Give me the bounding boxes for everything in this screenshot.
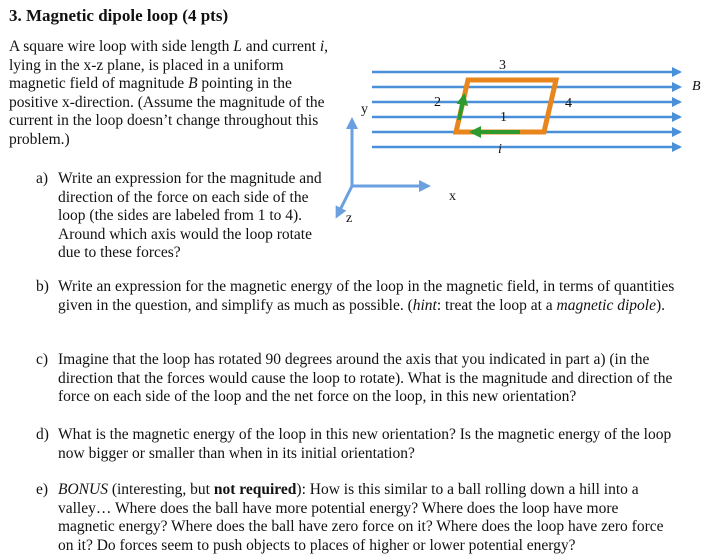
length-symbol: L <box>233 38 242 55</box>
question-a <box>36 170 326 263</box>
axis-label-z: z <box>346 211 353 226</box>
question-b-text: Write an expression for the magnetic energy of the loop in the magnetic field, in terms of quantities given in the question, and simplify as much as possible. (hint: treat the loop at a magnetic dipole). <box>58 278 675 314</box>
question-c-text: Imagine that the loop has rotated 90 degrees around the axis that you indicated in part a) (in the direction that the forces would cause the loop to rotate). What is the magnitude and direction of the force on each side of the loop and the net force on the loop, in this new orientation? <box>58 351 673 405</box>
question-b <box>36 278 676 315</box>
question-d-label: d) <box>36 426 49 443</box>
question-a-text: Write an expression for the magnitude and direction of the force on each side of the loop (the sides are labeled from 1 to 4). Around which axis would the loop rotate due to these forces? <box>58 170 322 261</box>
question-e-label: e) <box>36 481 49 498</box>
question-e <box>36 481 676 555</box>
question-b-label: b) <box>36 278 49 295</box>
problem-intro: A square wire loop with side length L and current i, lying in the x-z plane, is placed in a uniform magnetic field of magnitude B pointing in the positive x-direction. (Assume the magnitude of the current in the loop doesn’t change throughout this problem.) <box>9 38 328 148</box>
side-label-3: 3 <box>499 58 506 73</box>
field-lines <box>372 72 680 147</box>
question-a-label: a) <box>36 170 49 187</box>
current-symbol: i <box>319 38 325 55</box>
side-label-2: 2 <box>434 95 441 110</box>
field-symbol: B <box>188 75 198 92</box>
question-d-text: What is the magnetic energy of the loop in this new orientation? Is the magnetic energy of the loop now bigger or smaller than when in its initial orientation? <box>58 426 672 462</box>
field-label: B <box>692 79 701 94</box>
side-label-4: 4 <box>565 96 572 111</box>
current-label: i <box>498 142 502 157</box>
axis-label-x: x <box>449 189 456 204</box>
problem-title: 3. Magnetic dipole loop (4 pts) <box>9 6 229 25</box>
question-c-label: c) <box>36 351 49 368</box>
question-c <box>36 351 686 407</box>
question-e-text: BONUS (interesting, but not required): How is this similar to a ball rolling down a hill into a valley… Where does the ball have more potential energy? Where does the loop have more magnetic energy? Where does the ball have zero force on it? Where does the loop have zero force on it? Do forces seem to push objects to places of higher or lower potential energy? <box>58 481 664 554</box>
side-label-1: 1 <box>500 110 507 125</box>
coordinate-axes <box>337 120 428 216</box>
axis-label-y: y <box>361 102 368 117</box>
question-d <box>36 426 676 463</box>
